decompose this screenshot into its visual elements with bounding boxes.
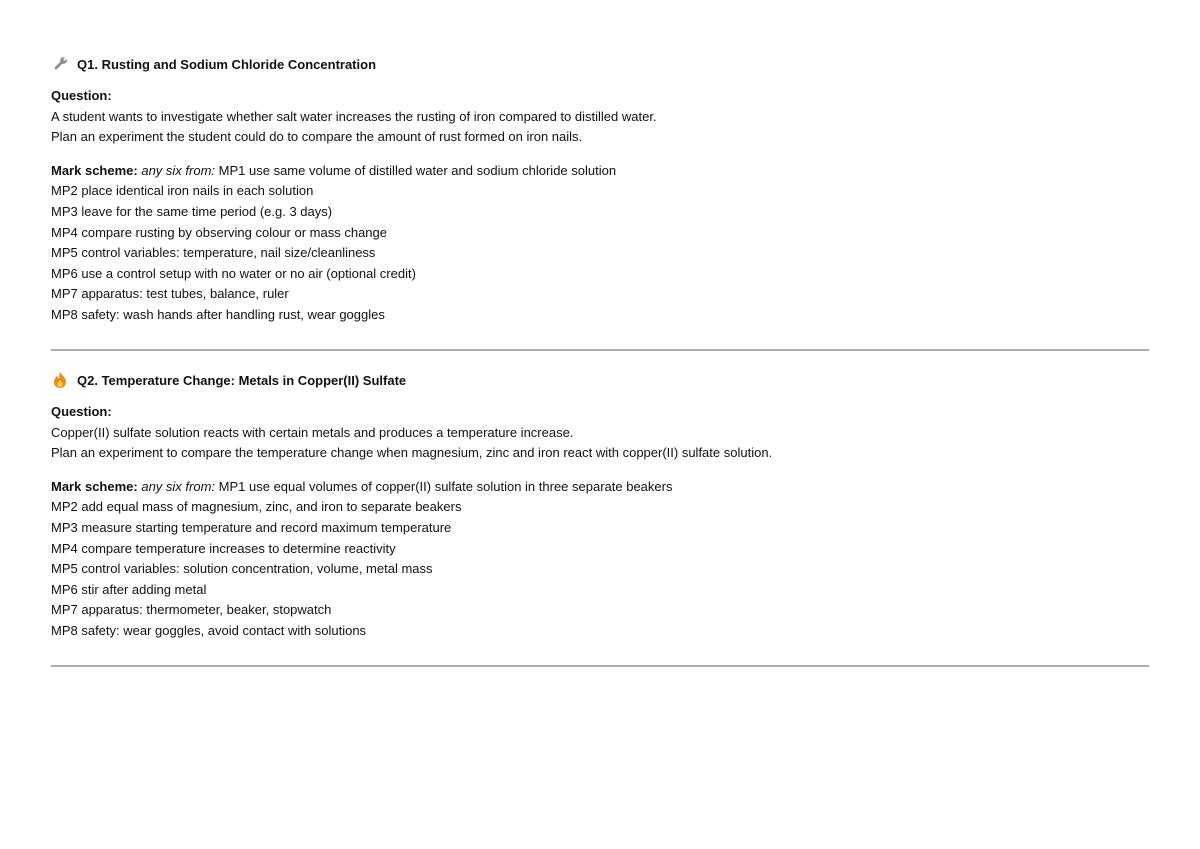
question-label: Question: (51, 404, 112, 419)
mark-point: MP6 use a control setup with no water or no air (optional credit) (51, 265, 416, 281)
mark-scheme-qualifier: any six from: (141, 162, 216, 178)
mark-point-text: MP1 use equal volumes of copper(II) sulfate solution in three separate beakers (218, 478, 673, 494)
mark-point (51, 477, 1149, 498)
mark-scheme-qualifier: any six from: (141, 478, 216, 494)
mark-point-text: MP1 use same volume of distilled water and sodium chloride solution (218, 162, 617, 178)
question-title-text: Q1. Rusting and Sodium Chloride Concentration (77, 56, 377, 72)
section-divider (51, 349, 1149, 351)
mark-point: MP8 safety: wear goggles, avoid contact with solutions (51, 622, 367, 638)
mark-point: MP5 control variables: solution concentration, volume, metal mass (51, 561, 433, 577)
question-label: Question: (51, 88, 112, 103)
question-section-2 (51, 370, 1149, 642)
mark-point: MP8 safety: wash hands after handling rust, wear goggles (51, 306, 385, 322)
mark-point: MP4 compare temperature increases to determine reactivity (51, 540, 396, 556)
mark-point: MP3 leave for the same time period (e.g. 3 days) (51, 203, 333, 219)
question-line: Plan an experiment to compare the temperature change when magnesium, zinc and iron react with copper(II) sulfate solution. (51, 445, 773, 461)
mark-point: MP6 stir after adding metal (51, 581, 207, 597)
question-title-text: Q2. Temperature Change: Metals in Copper(II) Sulfate (77, 372, 407, 388)
question-line: A student wants to investigate whether salt water increases the rusting of iron compared to distilled water. (51, 108, 657, 124)
flame-icon (51, 371, 69, 389)
mark-point: MP7 apparatus: test tubes, balance, ruler (51, 286, 289, 302)
mark-point (51, 161, 1149, 182)
mark-point: MP2 place identical iron nails in each solution (51, 183, 314, 199)
mark-point: MP7 apparatus: thermometer, beaker, stopwatch (51, 602, 332, 618)
question-title-1 (51, 54, 1149, 74)
mark-point: MP4 compare rusting by observing colour or mass change (51, 224, 387, 240)
mark-point: MP2 add equal mass of magnesium, zinc, and iron to separate beakers (51, 499, 462, 515)
question-title-2 (51, 370, 1149, 390)
question-line: Plan an experiment the student could do to compare the amount of rust formed on iron nails. (51, 129, 583, 145)
wrench-icon (51, 55, 69, 73)
mark-point: MP3 measure starting temperature and record maximum temperature (51, 519, 452, 535)
section-divider (51, 665, 1149, 667)
mark-scheme-label: Mark scheme: (51, 162, 138, 178)
mark-scheme-label: Mark scheme: (51, 478, 138, 494)
question-line: Copper(II) sulfate solution reacts with certain metals and produces a temperature increase. (51, 424, 574, 440)
question-section-1 (51, 54, 1149, 326)
mark-point: MP5 control variables: temperature, nail size/cleanliness (51, 245, 376, 261)
